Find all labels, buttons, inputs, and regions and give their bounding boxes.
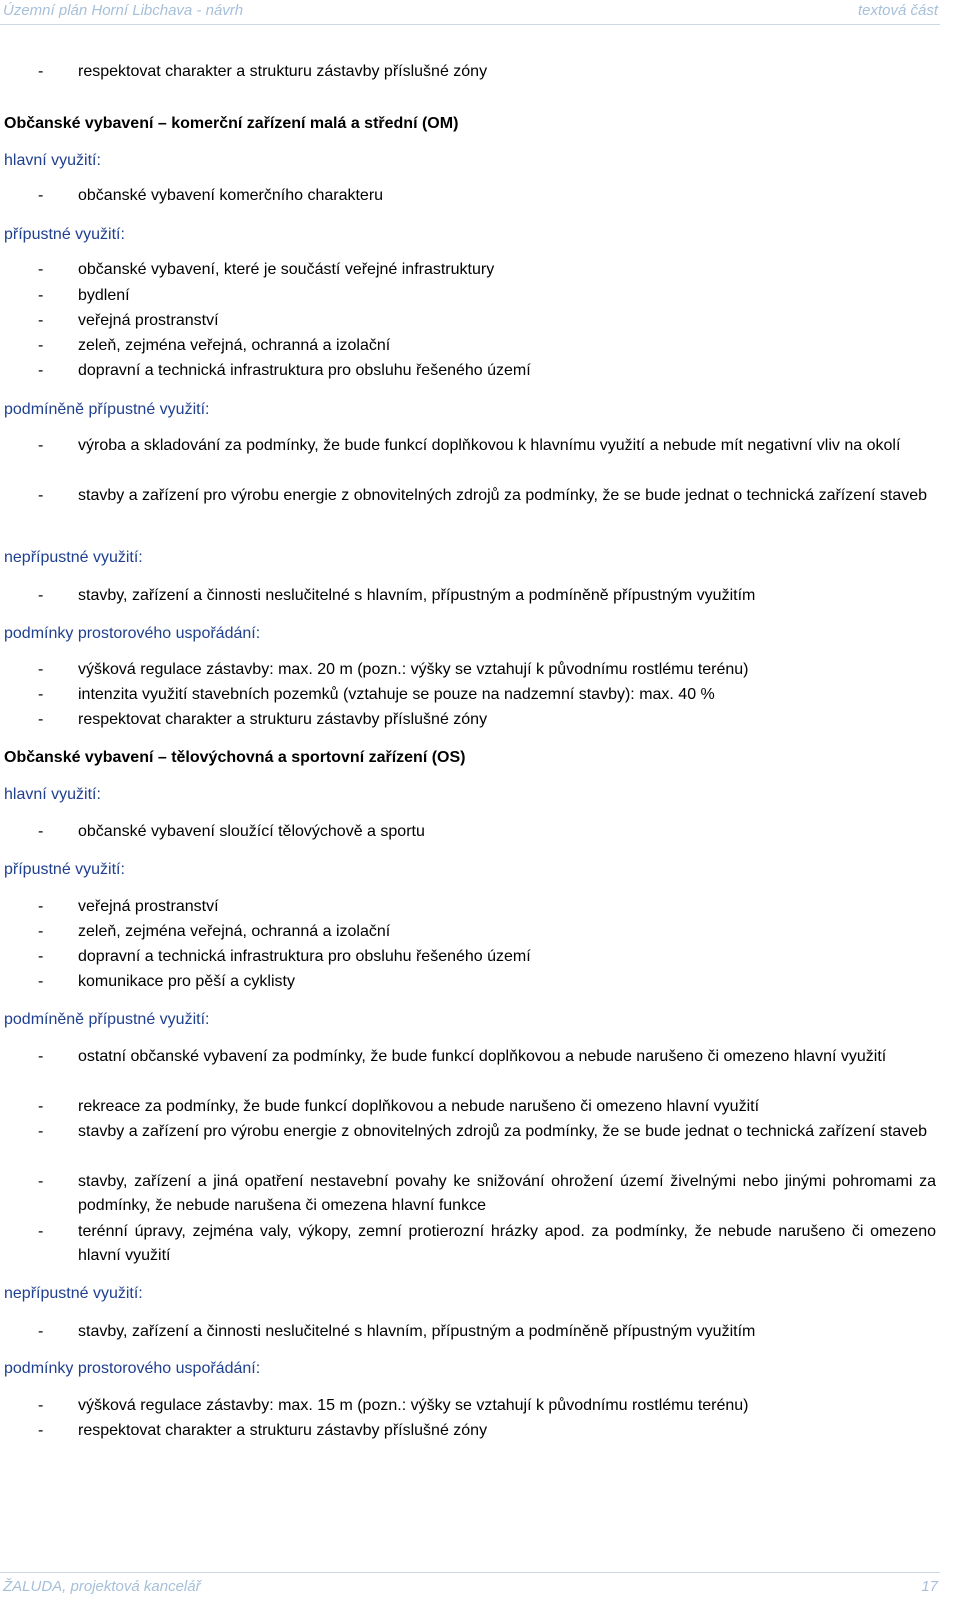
- section-title-os: Občanské vybavení – tělovýchovná a sportovní zařízení (OS): [4, 749, 466, 766]
- page-footer: [0, 1578, 960, 1598]
- label-pripustne-vyuziti: přípustné využití:: [4, 861, 125, 878]
- label-podminene-vyuziti: podmíněně přípustné využití:: [4, 401, 210, 418]
- footer-divider: [0, 1572, 940, 1573]
- label-hlavni-vyuziti: hlavní využití:: [4, 152, 101, 169]
- label-podminky-prostoroveho-usporadani: podmínky prostorového uspořádání:: [4, 1360, 261, 1377]
- label-pripustne-vyuziti: přípustné využití:: [4, 226, 125, 243]
- label-hlavni-vyuziti: hlavní využití:: [4, 786, 101, 803]
- footer-company: ŽALUDA, projektová kancelář: [3, 1578, 201, 1595]
- header-divider: [0, 24, 940, 25]
- label-nepripustne-vyuziti: nepřípustné využití:: [4, 549, 143, 566]
- header-document-title: Územní plán Horní Libchava - návrh: [3, 2, 244, 19]
- section-title-om: Občanské vybavení – komerční zařízení malá a střední (OM): [4, 115, 459, 132]
- page-number: 17: [921, 1578, 938, 1595]
- label-podminky-prostoroveho-usporadani: podmínky prostorového uspořádání:: [4, 625, 261, 642]
- label-nepripustne-vyuziti: nepřípustné využití:: [4, 1285, 143, 1302]
- header-section-label: textová část: [857, 2, 938, 19]
- label-podminene-vyuziti: podmíněně přípustné využití:: [4, 1011, 210, 1028]
- page-header: [0, 2, 960, 22]
